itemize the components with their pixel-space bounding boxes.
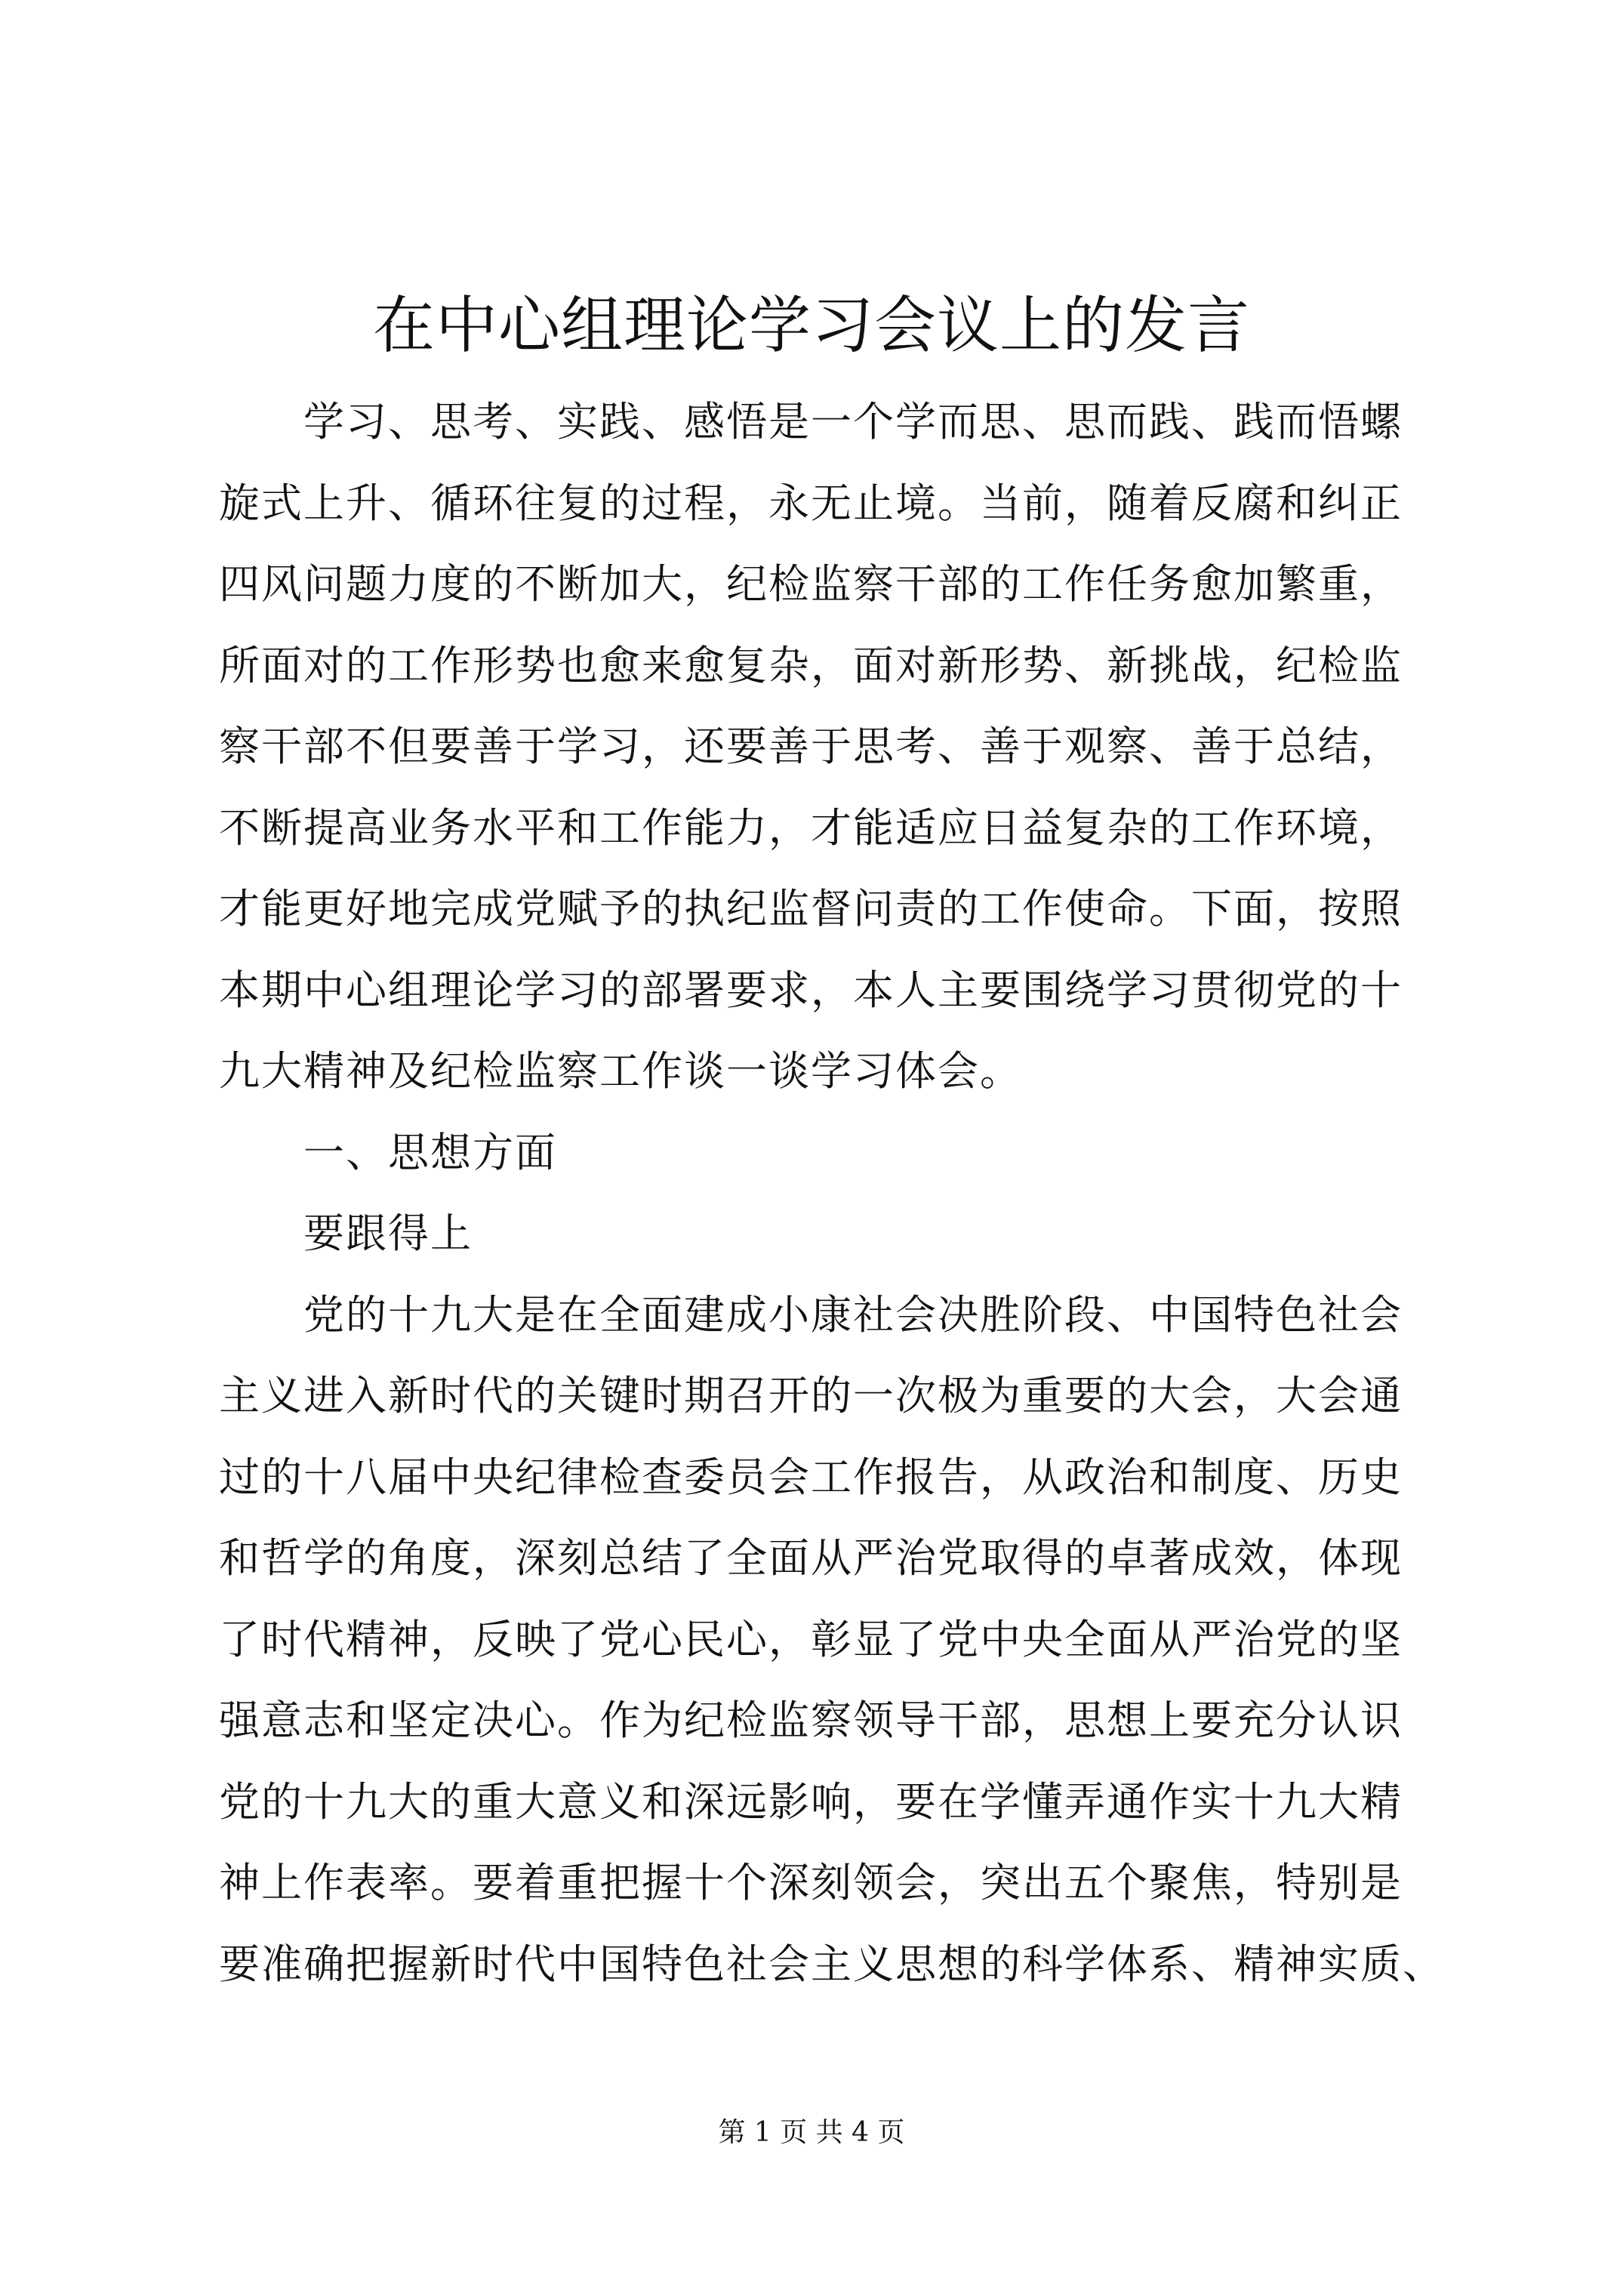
text-line: 旋式上升、循环往复的过程，永无止境。当前，随着反腐和纠正: [219, 479, 1403, 527]
text-line: 党的十九大是在全面建成小康社会决胜阶段、中国特色社会: [219, 1290, 1403, 1339]
text-line: 党的十九大的重大意义和深远影响，要在学懂弄通作实十九大精: [219, 1777, 1403, 1826]
text-line: 不断提高业务水平和工作能力，才能适应日益复杂的工作环境，: [219, 803, 1403, 852]
document-title: 在中心组理论学习会议上的发言: [372, 290, 1250, 362]
text-line: 强意志和坚定决心。作为纪检监察领导干部，思想上要充分认识: [219, 1697, 1403, 1744]
document-body: [219, 381, 1445, 2005]
text-line: 四风问题力度的不断加大，纪检监察干部的工作任务愈加繁重，: [219, 560, 1403, 608]
section-heading: 一、思想方面: [219, 1128, 557, 1176]
text-line: 要准确把握新时代中国特色社会主义思想的科学体系、精神实质、: [219, 1940, 1445, 1988]
text-line: 神上作表率。要着重把握十个深刻领会，突出五个聚焦，特别是: [219, 1859, 1403, 1906]
text-line: 过的十八届中央纪律检查委员会工作报告，从政治和制度、历史: [219, 1453, 1403, 1501]
text-line: 九大精神及纪检监察工作谈一谈学习体会。: [219, 1047, 1022, 1095]
text-line: 主义进入新时代的关键时期召开的一次极为重要的大会，大会通: [219, 1372, 1403, 1419]
text-line: 才能更好地完成党赋予的执纪监督问责的工作使命。下面，按照: [219, 885, 1403, 932]
text-line: 察干部不但要善于学习，还要善于思考、善于观察、善于总结，: [219, 723, 1403, 770]
text-line: 学习、思考、实践、感悟是一个学而思、思而践、践而悟螺: [219, 398, 1403, 445]
subsection-heading: 要跟得上: [219, 1210, 473, 1257]
page-number: 第 1 页 共 4 页: [718, 2117, 905, 2148]
text-line: 本期中心组理论学习的部署要求，本人主要围绕学习贯彻党的十: [219, 966, 1403, 1014]
text-line: 了时代精神，反映了党心民心，彰显了党中央全面从严治党的坚: [219, 1615, 1403, 1663]
text-line: 所面对的工作形势也愈来愈复杂，面对新形势、新挑战，纪检监: [219, 641, 1403, 689]
text-line: 和哲学的角度，深刻总结了全面从严治党取得的卓著成效，体现: [219, 1534, 1403, 1582]
